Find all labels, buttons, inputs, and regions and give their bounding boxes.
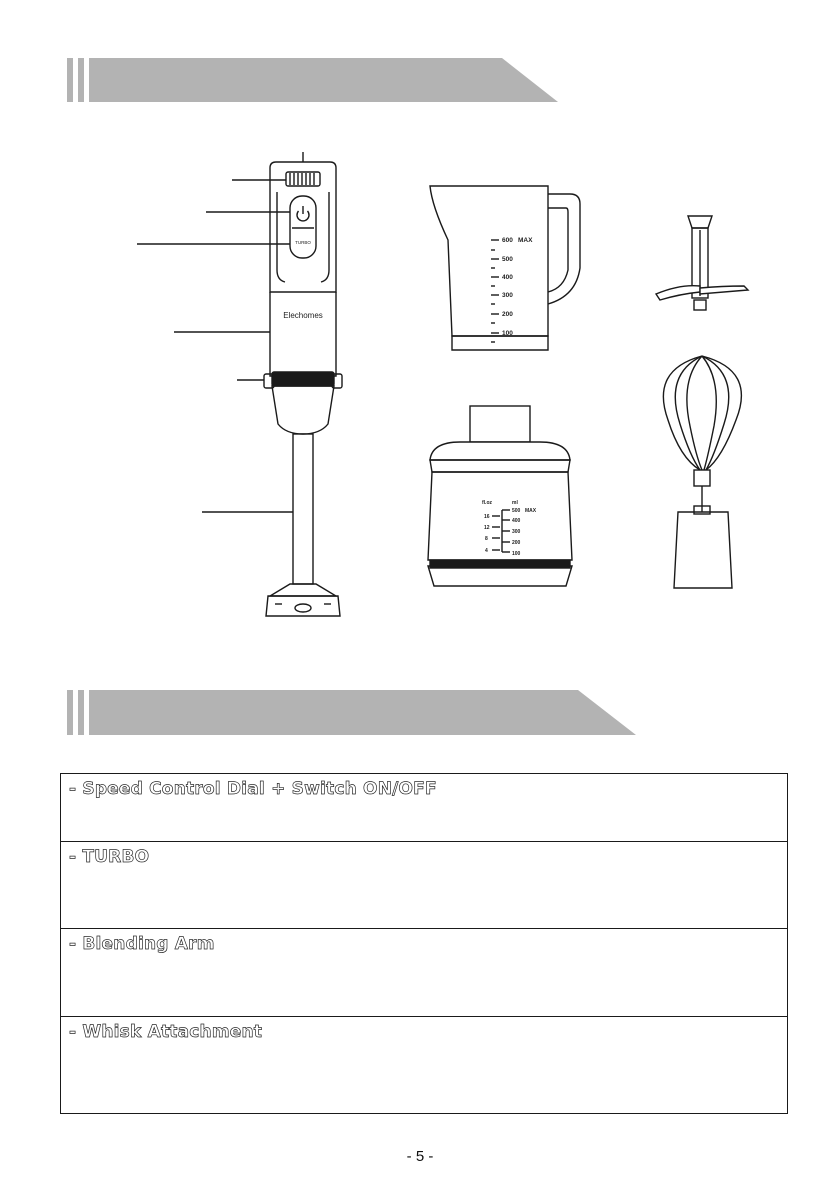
jug-max-label: MAX bbox=[518, 237, 533, 244]
bowl-ml-mark: 400 bbox=[512, 518, 521, 524]
jug-scale-mark: 200 bbox=[502, 311, 513, 318]
whisk-attachment-illustration bbox=[663, 356, 741, 588]
hand-blender-illustration bbox=[137, 152, 342, 616]
turbo-button-label: TURBO bbox=[295, 240, 311, 245]
description-title: - TURBO bbox=[69, 847, 150, 867]
description-row bbox=[61, 842, 787, 929]
banner-stripe bbox=[67, 690, 73, 735]
bowl-ml-mark: 100 bbox=[512, 551, 521, 557]
chopper-bowl-illustration bbox=[428, 406, 572, 586]
bowl-ml-mark: 500 bbox=[512, 508, 521, 514]
bowl-ml-mark: 200 bbox=[512, 540, 521, 546]
description-table bbox=[60, 773, 788, 1114]
description-title: - Whisk Attachment bbox=[69, 1022, 263, 1042]
bowl-ml-mark: 300 bbox=[512, 529, 521, 535]
bowl-oz-mark: 4 bbox=[485, 548, 488, 554]
jug-scale-mark: 300 bbox=[502, 292, 513, 299]
bowl-oz-mark: 8 bbox=[485, 536, 488, 542]
description-row bbox=[61, 1017, 787, 1113]
description-row bbox=[61, 774, 787, 842]
banner-bar bbox=[89, 690, 636, 735]
banner-stripe bbox=[78, 690, 84, 735]
section-banner-bottom bbox=[0, 690, 840, 750]
description-title: - Speed Control Dial + Switch ON/OFF bbox=[69, 779, 437, 799]
jug-scale-mark: 500 bbox=[502, 256, 513, 263]
bowl-scale-header: ml bbox=[512, 500, 518, 506]
bowl-oz-mark: 16 bbox=[484, 514, 490, 520]
bowl-oz-mark: 12 bbox=[484, 525, 490, 531]
jug-scale-mark: 600 bbox=[502, 237, 513, 244]
bowl-scale-header: fl.oz bbox=[482, 500, 492, 506]
description-row bbox=[61, 929, 787, 1017]
measuring-jug-illustration bbox=[430, 186, 580, 350]
brand-label: Elechomes bbox=[283, 311, 323, 320]
description-title: - Blending Arm bbox=[69, 934, 215, 954]
bowl-max-label: MAX bbox=[525, 508, 537, 514]
jug-scale-mark: 400 bbox=[502, 274, 513, 281]
jug-scale-mark: 100 bbox=[502, 330, 513, 337]
page-number: - 5 - bbox=[406, 1148, 434, 1165]
chopper-blade-illustration bbox=[656, 216, 748, 310]
